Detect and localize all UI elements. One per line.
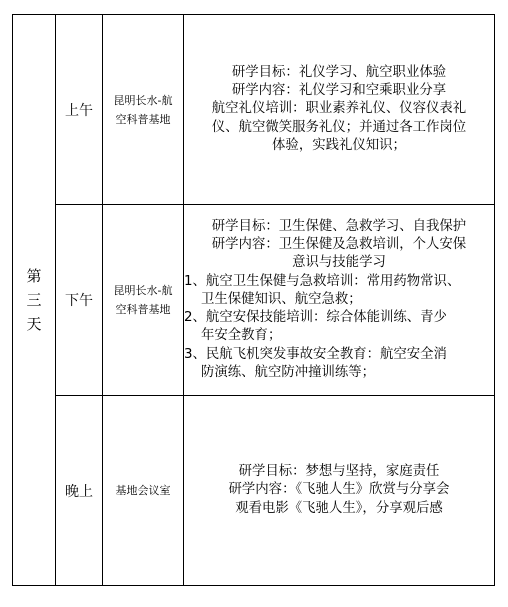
content-line: 年安全教育； [201,328,282,344]
content-cell [184,15,495,205]
time-cell: 上午 [56,15,103,205]
schedule-table [12,14,495,586]
day-char: 天 [26,315,42,333]
place-line: 空科普基地 [115,112,171,126]
place-line: 基地会议室 [115,484,171,497]
place-line: 昆明长水-航 [113,284,173,297]
day-cell [13,15,56,586]
table-row [13,15,495,205]
content-line: 卫生保健知识、航空急救； [201,291,362,307]
content-cell [184,205,495,396]
content-line: 仪、航空微笑服务礼仪；并通过各工作岗位 [211,119,467,135]
place-line: 昆明长水-航 [113,93,173,107]
content-line: 观看电影《飞驰人生》，分享观后感 [235,500,443,516]
content-line: 2、航空安保技能培训：综合体能训练、青少 [184,310,447,326]
place-cell [103,205,184,396]
content-line: 研学内容：《飞驰人生》欣赏与分享会 [228,482,450,498]
time-cell: 下午 [56,205,103,396]
place-cell [103,15,184,205]
content-line: 3、民航飞机突发事故安全教育：航空安全消 [184,346,447,362]
content-line: 研学内容：礼仪学习和空乘职业分享 [231,83,447,99]
content-line: 研学内容：卫生保健及急救培训，个人安保 [211,236,467,252]
content-line: 研学目标：梦想与坚持，家庭责任 [238,464,440,480]
content-line: 航空礼仪培训：职业素养礼仪、仪容仪表礼 [211,101,467,117]
day-char: 三 [26,291,42,309]
time-cell: 晚上 [56,396,103,586]
place-line: 空科普基地 [115,303,171,316]
content-line: 意识与技能学习 [292,255,386,271]
content-cell [184,396,495,586]
table-row [13,205,495,396]
content-line: 体验，实践礼仪知识； [272,137,406,153]
place-cell [103,396,184,586]
table-row [13,396,495,586]
content-line: 研学目标：卫生保健、急救学习、自我保护 [211,218,467,234]
content-line: 防演练、航空防冲撞训练等； [201,365,376,381]
content-line: 1、航空卫生保健与急救培训：常用药物常识、 [184,273,461,289]
day-char: 第 [26,267,42,285]
content-line: 研学目标：礼仪学习、航空职业体验 [231,64,447,80]
